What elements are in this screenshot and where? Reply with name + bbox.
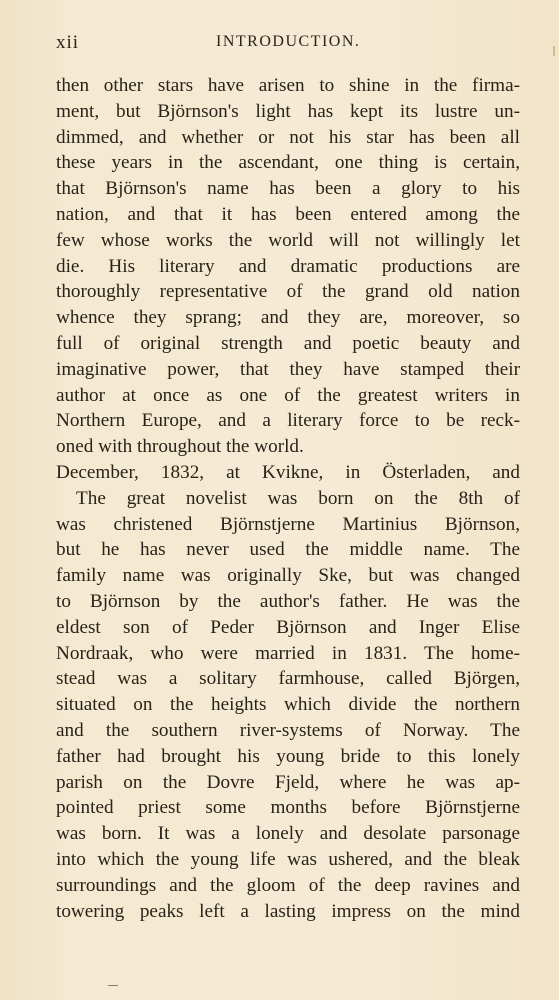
text-line: nation, and that it has been entered among the bbox=[56, 203, 520, 225]
page-header bbox=[56, 32, 520, 56]
page-number: xii bbox=[56, 32, 80, 53]
page-edge-mark bbox=[553, 46, 555, 56]
text-line: towering peaks left a lasting impress on the mind bbox=[56, 900, 520, 922]
text-line: into which the young life was ushered, and the bleak bbox=[56, 848, 520, 870]
text-line: few whose works the world will not willingly let bbox=[56, 229, 520, 251]
text-line: that Björnson's name has been a glory to his bbox=[56, 178, 520, 200]
text-line: ment, but Björnson's light has kept its lustre un- bbox=[56, 100, 520, 122]
text-line: but he has never used the middle name. The bbox=[56, 539, 520, 561]
text-line: Northern Europe, and a literary force to be reck- bbox=[56, 410, 520, 432]
text-line: eldest son of Peder Björnson and Inger Elise bbox=[56, 616, 520, 638]
text-line: pointed priest some months before Björnstjerne bbox=[56, 797, 520, 819]
text-line: December, 1832, at Kvikne, in Österladen, and bbox=[56, 461, 520, 483]
text-line: family name was originally Ske, but was changed bbox=[56, 565, 520, 587]
text-line: imaginative power, that they have stamped their bbox=[56, 358, 520, 380]
text-line: to Björnson by the author's father. He was the bbox=[56, 590, 520, 612]
text-line: thoroughly representative of the grand old nation bbox=[56, 281, 520, 303]
text-line: father had brought his young bride to this lonely bbox=[56, 745, 520, 767]
text-line: whence they sprang; and they are, moreover, so bbox=[56, 307, 520, 329]
text-line: full of original strength and poetic beauty and bbox=[56, 332, 520, 354]
body-text bbox=[56, 73, 520, 924]
text-line: and the southern river-systems of Norway. The bbox=[56, 719, 520, 741]
text-line: was christened Björnstjerne Martinius Björnson, bbox=[56, 513, 520, 535]
running-head: INTRODUCTION. bbox=[216, 33, 361, 50]
text-line: Nordraak, who were married in 1831. The home- bbox=[56, 642, 520, 664]
text-line: these years in the ascendant, one thing is certain, bbox=[56, 152, 520, 174]
text-line: The great novelist was born on the 8th of bbox=[76, 487, 520, 509]
text-line: then other stars have arisen to shine in the firma- bbox=[56, 75, 520, 96]
text-line: oned with throughout the world. bbox=[56, 436, 304, 458]
text-line: was born. It was a lonely and desolate parsonage bbox=[56, 823, 520, 845]
text-line: author at once as one of the greatest writers in bbox=[56, 384, 520, 406]
text-line: situated on the heights which divide the northern bbox=[56, 694, 520, 716]
text-line: dimmed, and whether or not his star has been all bbox=[56, 126, 520, 148]
text-line: parish on the Dovre Fjeld, where he was ap- bbox=[56, 771, 520, 793]
text-line: surroundings and the gloom of the deep ravines and bbox=[56, 874, 520, 896]
footer-mark bbox=[108, 985, 118, 986]
text-line: die. His literary and dramatic productions are bbox=[56, 255, 520, 277]
text-line: stead was a solitary farmhouse, called Björgen, bbox=[56, 668, 520, 690]
